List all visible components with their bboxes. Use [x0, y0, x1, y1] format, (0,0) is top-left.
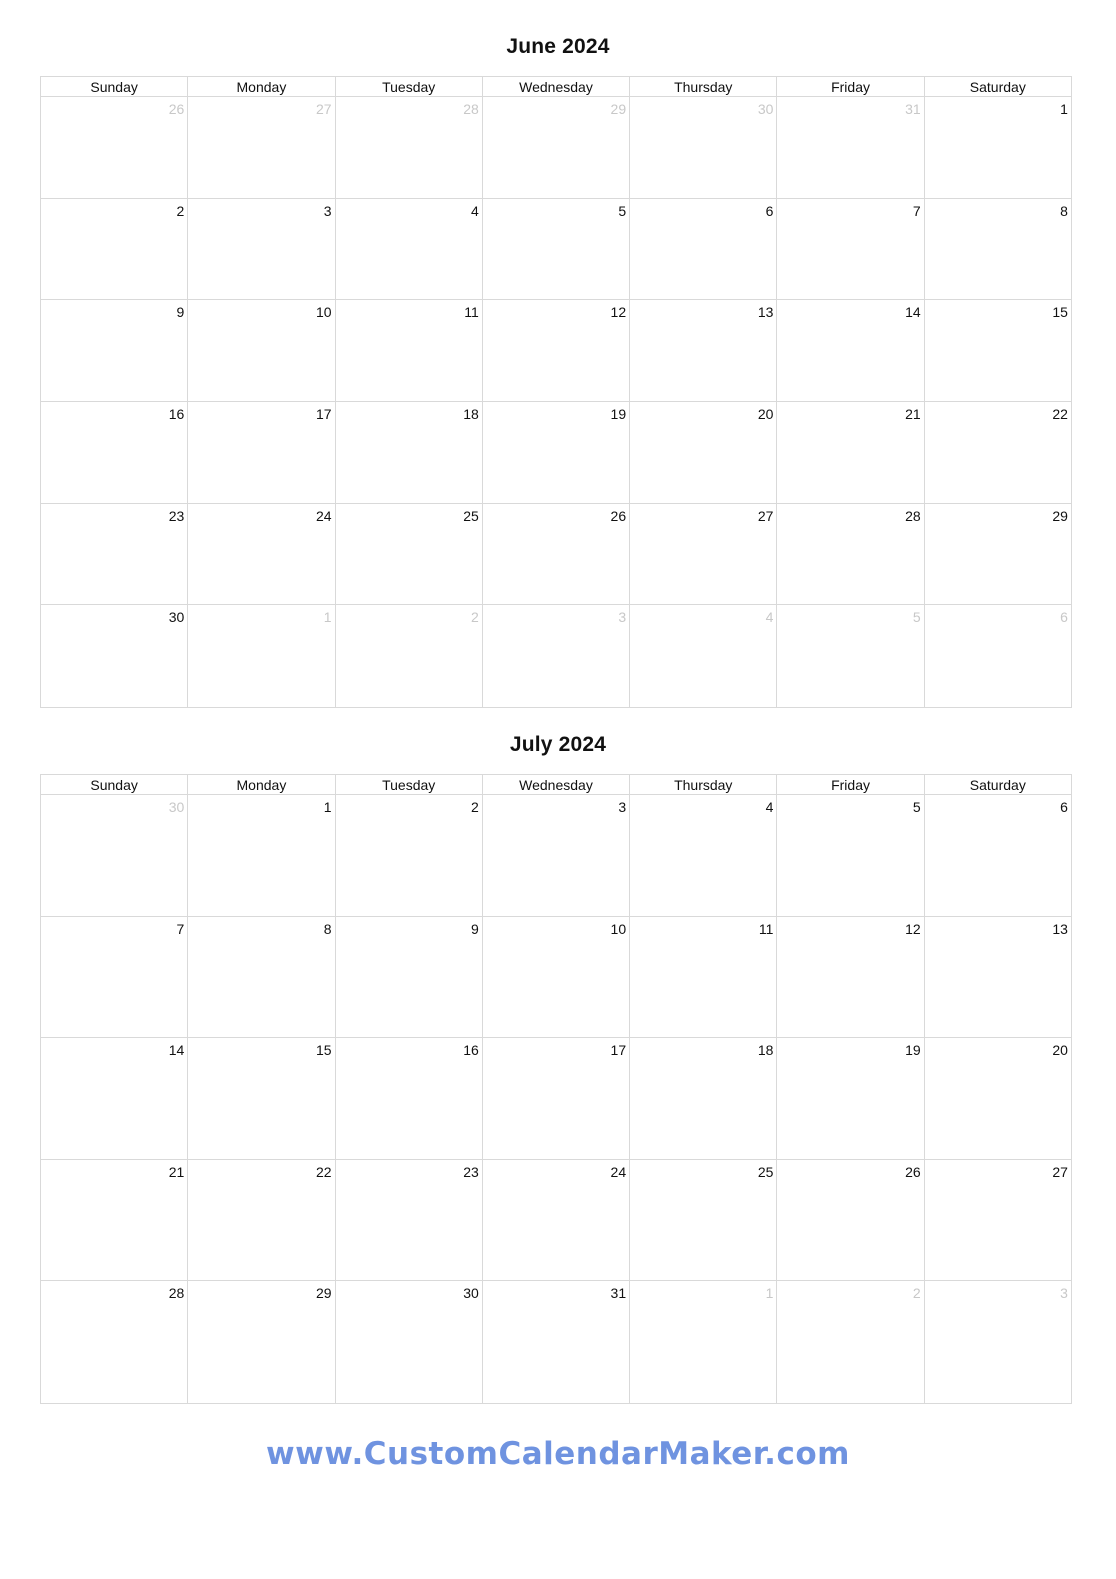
day-cell: [336, 1038, 483, 1159]
day-cell-other-month: [188, 97, 335, 198]
day-number: 7: [912, 202, 921, 219]
day-cell: [777, 917, 924, 1038]
day-cell: [925, 917, 1071, 1038]
day-cell: [188, 1160, 335, 1281]
day-cell: [483, 1160, 630, 1281]
day-cell: [925, 199, 1071, 300]
day-number: 2: [912, 1285, 921, 1302]
day-cell: [336, 795, 483, 916]
day-number: 9: [176, 304, 185, 321]
week-row: [41, 402, 1071, 504]
day-number: 24: [315, 507, 332, 524]
calendar-weeks: [41, 97, 1071, 707]
weekday-saturday: Saturday: [969, 777, 1026, 793]
day-number: 15: [1052, 304, 1068, 321]
weekday-header-row: [41, 77, 1071, 97]
day-cell-other-month: [483, 97, 630, 198]
week-row: [41, 1038, 1071, 1160]
day-cell: [41, 504, 188, 605]
day-number: 27: [757, 507, 774, 524]
day-cell: [41, 917, 188, 1038]
weekday-header-row: [41, 775, 1071, 795]
weekday-monday: Monday: [188, 775, 335, 794]
day-number: 28: [463, 101, 479, 117]
day-number: 4: [765, 799, 774, 815]
day-cell: [483, 504, 630, 605]
week-row: [41, 504, 1071, 606]
day-number: 9: [471, 920, 479, 937]
day-number: 14: [905, 304, 921, 321]
day-number: 29: [1052, 507, 1068, 524]
day-cell: [483, 300, 630, 401]
day-cell: [777, 795, 924, 916]
day-cell: [630, 199, 777, 300]
day-cell: [188, 1281, 335, 1403]
day-cell: [336, 199, 483, 300]
day-number: 28: [905, 507, 921, 524]
day-number: 30: [168, 799, 185, 815]
day-number: 8: [323, 920, 332, 937]
day-number: 23: [463, 1163, 479, 1180]
day-number: 27: [315, 101, 332, 117]
day-cell: [188, 300, 335, 401]
day-cell-other-month: [925, 605, 1071, 707]
weekday-wednesday: Wednesday: [483, 77, 630, 96]
week-row: [41, 300, 1071, 402]
calendar-july: [40, 774, 1072, 1404]
week-row: [41, 917, 1071, 1039]
day-cell-other-month: [630, 97, 777, 198]
day-cell: [925, 97, 1071, 198]
footer-website-link[interactable]: www.CustomCalendarMaker.com: [266, 1436, 850, 1472]
day-cell: [777, 1038, 924, 1159]
day-cell: [41, 1160, 188, 1281]
day-cell-other-month: [41, 97, 188, 198]
day-number: 26: [610, 507, 627, 524]
day-cell: [483, 1281, 630, 1403]
day-number: 16: [463, 1042, 479, 1059]
day-cell: [336, 1160, 483, 1281]
day-cell: [188, 917, 335, 1038]
month-title-july: July 2024: [509, 733, 607, 756]
week-row: [41, 97, 1071, 199]
day-cell: [925, 300, 1071, 401]
day-number: 6: [1060, 609, 1068, 626]
day-number: 29: [315, 1285, 332, 1302]
day-cell: [483, 402, 630, 503]
day-number: 25: [757, 1163, 774, 1180]
day-cell: [336, 402, 483, 503]
day-number: 3: [323, 202, 332, 219]
day-cell: [925, 504, 1071, 605]
day-number: 10: [610, 920, 627, 937]
day-number: 7: [176, 920, 185, 937]
day-cell: [188, 402, 335, 503]
weekday-saturday: Saturday: [969, 79, 1026, 95]
day-number: 5: [912, 799, 921, 815]
day-number: 6: [1060, 799, 1068, 815]
day-cell-other-month: [188, 605, 335, 707]
day-number: 3: [1060, 1285, 1068, 1302]
day-number: 22: [1052, 406, 1068, 423]
day-number: 1: [765, 1285, 774, 1302]
day-number: 18: [463, 406, 479, 423]
day-number: 16: [168, 406, 185, 423]
day-number: 19: [610, 406, 627, 423]
day-number: 14: [168, 1042, 185, 1059]
day-number: 12: [610, 304, 627, 321]
weekday-thursday: Thursday: [630, 77, 777, 96]
weekday-wednesday: Wednesday: [483, 775, 630, 794]
week-row: [41, 795, 1071, 917]
day-cell: [188, 795, 335, 916]
day-cell-other-month: [483, 605, 630, 707]
day-cell: [630, 504, 777, 605]
day-number: 26: [905, 1163, 921, 1180]
weekday-sunday: Sunday: [41, 77, 188, 96]
day-cell: [483, 199, 630, 300]
day-cell: [777, 199, 924, 300]
day-cell: [336, 1281, 483, 1403]
day-cell: [483, 795, 630, 916]
weekday-friday: Friday: [777, 77, 924, 96]
day-cell: [336, 504, 483, 605]
day-cell: [630, 1160, 777, 1281]
day-cell: [41, 402, 188, 503]
day-number: 17: [610, 1042, 627, 1059]
day-number: 13: [757, 304, 774, 321]
day-number: 15: [315, 1042, 332, 1059]
week-row: [41, 1281, 1071, 1403]
day-number: 25: [463, 507, 479, 524]
day-number: 20: [757, 406, 774, 423]
day-number: 19: [905, 1042, 921, 1059]
day-number: 2: [471, 609, 479, 626]
day-number: 23: [168, 507, 185, 524]
day-cell: [630, 917, 777, 1038]
day-number: 11: [758, 920, 774, 937]
day-number: 12: [905, 920, 921, 937]
week-row: [41, 199, 1071, 301]
day-number: 1: [1060, 101, 1068, 117]
day-cell: [630, 402, 777, 503]
day-number: 22: [315, 1163, 332, 1180]
day-number: 24: [610, 1163, 627, 1180]
calendar-weeks: [41, 795, 1071, 1403]
day-number: 5: [618, 202, 627, 219]
day-number: 2: [176, 202, 185, 219]
day-number: 8: [1060, 202, 1068, 219]
day-number: 30: [168, 609, 185, 626]
day-cell-other-month: [336, 605, 483, 707]
day-cell: [630, 1038, 777, 1159]
day-cell-other-month: [777, 1281, 924, 1403]
day-cell-other-month: [630, 605, 777, 707]
weekday-friday: Friday: [777, 775, 924, 794]
day-number: 11: [464, 304, 479, 321]
day-number: 2: [471, 799, 479, 815]
day-cell-other-month: [630, 1281, 777, 1403]
day-cell-other-month: [41, 795, 188, 916]
day-cell: [41, 199, 188, 300]
day-number: 1: [323, 799, 332, 815]
day-cell: [925, 795, 1071, 916]
day-number: 13: [1052, 920, 1068, 937]
week-row: [41, 1160, 1071, 1282]
day-cell: [483, 1038, 630, 1159]
weekday-sunday: Sunday: [41, 775, 188, 794]
day-cell-other-month: [925, 1281, 1071, 1403]
day-cell: [777, 504, 924, 605]
day-number: 30: [463, 1285, 479, 1302]
day-cell: [188, 199, 335, 300]
calendar-june: [40, 76, 1072, 708]
day-cell-other-month: [336, 97, 483, 198]
day-cell: [925, 1160, 1071, 1281]
day-number: 3: [618, 799, 627, 815]
day-cell-other-month: [777, 605, 924, 707]
day-cell: [925, 1038, 1071, 1159]
day-number: 21: [905, 406, 921, 423]
day-number: 20: [1052, 1042, 1068, 1059]
month-title-june: June 2024: [506, 35, 610, 58]
day-number: 3: [618, 609, 627, 626]
day-number: 30: [757, 101, 774, 117]
day-number: 28: [168, 1285, 185, 1302]
day-number: 21: [168, 1163, 185, 1180]
day-cell: [483, 917, 630, 1038]
day-number: 29: [610, 101, 627, 117]
day-cell: [188, 504, 335, 605]
week-row: [41, 605, 1071, 707]
day-cell-other-month: [777, 97, 924, 198]
weekday-tuesday: Tuesday: [336, 775, 483, 794]
day-number: 18: [757, 1042, 774, 1059]
day-number: 17: [315, 406, 332, 423]
day-number: 27: [1052, 1163, 1068, 1180]
day-cell: [336, 300, 483, 401]
day-cell: [41, 1281, 188, 1403]
weekday-tuesday: Tuesday: [336, 77, 483, 96]
day-cell: [630, 300, 777, 401]
day-number: 10: [315, 304, 332, 321]
weekday-thursday: Thursday: [630, 775, 777, 794]
day-cell: [925, 402, 1071, 503]
day-number: 31: [610, 1285, 627, 1302]
day-cell: [777, 1160, 924, 1281]
day-cell: [41, 300, 188, 401]
day-cell: [777, 300, 924, 401]
day-number: 5: [912, 609, 921, 626]
day-cell: [41, 1038, 188, 1159]
day-cell: [188, 1038, 335, 1159]
day-number: 26: [168, 101, 185, 117]
day-number: 4: [471, 202, 479, 219]
day-number: 31: [905, 101, 921, 117]
day-number: 6: [765, 202, 774, 219]
day-number: 4: [765, 609, 774, 626]
day-number: 1: [323, 609, 332, 626]
day-cell: [630, 795, 777, 916]
day-cell: [336, 917, 483, 1038]
day-cell: [41, 605, 188, 707]
day-cell: [777, 402, 924, 503]
weekday-monday: Monday: [188, 77, 335, 96]
